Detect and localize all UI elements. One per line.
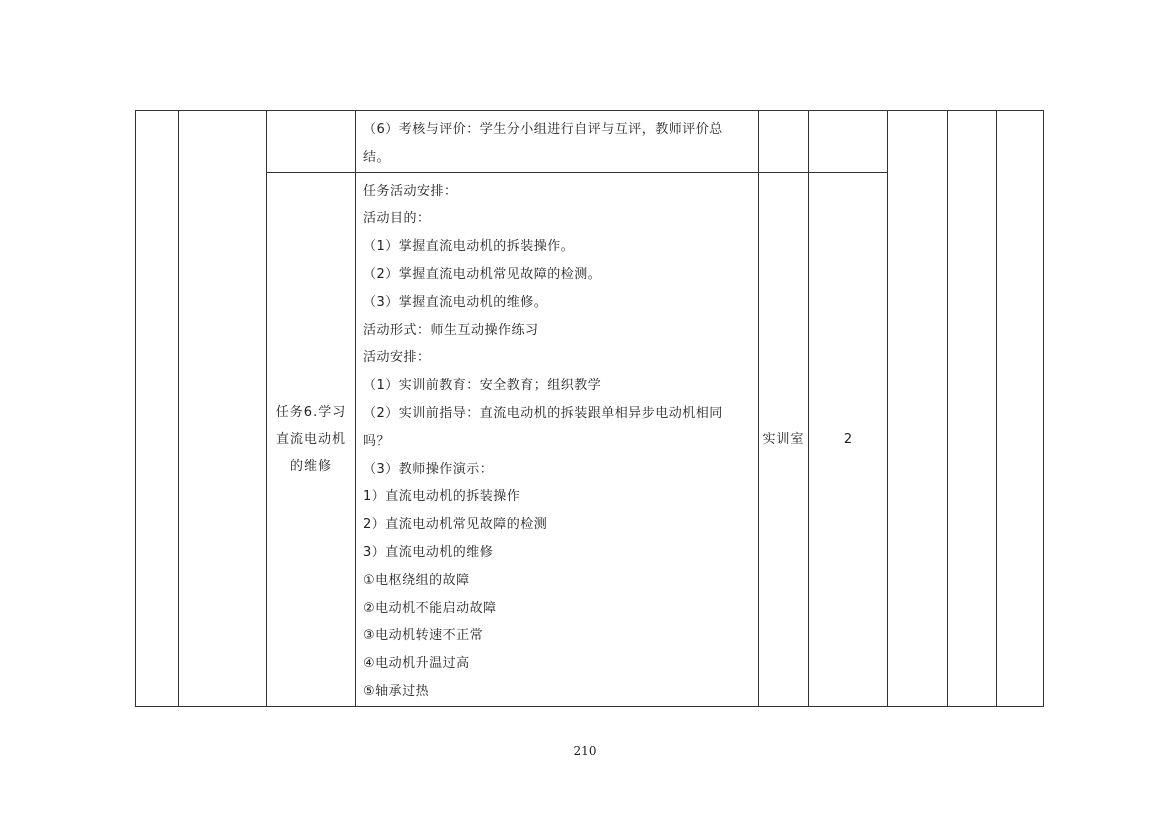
content-line: ②电动机不能启动故障	[363, 600, 497, 616]
hours-cell-empty	[809, 111, 888, 173]
content-block	[356, 173, 758, 706]
content-line: 3）直流电动机的维修	[363, 544, 494, 560]
content-line: （3）教师操作演示：	[363, 461, 494, 477]
content-cell	[356, 111, 759, 173]
content-block	[356, 111, 758, 172]
content-line: 任务活动安排：	[363, 183, 458, 199]
content-line: 活动目的：	[363, 211, 431, 227]
content-cell	[356, 172, 759, 706]
page-number: 210	[573, 744, 597, 758]
hours-cell	[809, 172, 888, 706]
content-line: 吗？	[363, 433, 391, 449]
content-line: （1）掌握直流电动机的拆装操作。	[363, 239, 575, 255]
task-name-cell	[267, 172, 356, 706]
col2-cell	[179, 111, 267, 707]
hours-text: 2	[843, 431, 853, 447]
task-name: 任务6.学习直流电动机的维修	[275, 404, 347, 474]
content-line: （2）实训前指导：直流电动机的拆装跟单相异步电动机相同	[363, 405, 723, 421]
col7-cell	[888, 111, 948, 707]
location-cell	[759, 172, 809, 706]
content-line: 2）直流电动机常见故障的检测	[363, 517, 548, 533]
content-line: 1）直流电动机的拆装操作	[363, 489, 521, 505]
location-cell-empty	[759, 111, 809, 173]
content-line: （6）考核与评价：学生分小组进行自评与互评，教师评价总	[363, 122, 723, 137]
content-line: ④电动机升温过高	[363, 656, 470, 672]
content-line: ①电枢绕组的故障	[363, 572, 470, 588]
col8-cell	[948, 111, 997, 707]
content-line: ⑤轴承过热	[363, 683, 430, 699]
content-line: ③电动机转速不正常	[363, 628, 484, 644]
col9-cell	[997, 111, 1044, 707]
content-line: （2）掌握直流电动机常见故障的检测。	[363, 266, 602, 282]
table-row	[136, 111, 1044, 173]
task-name-cell-empty	[267, 111, 356, 173]
content-line: （3）掌握直流电动机的维修。	[363, 294, 548, 310]
col1-cell	[136, 111, 179, 707]
location-text: 实训室	[762, 431, 805, 447]
content-line: 结。	[363, 149, 391, 165]
lesson-plan-table	[135, 110, 1044, 707]
content-line: 活动形式：师生互动操作练习	[363, 322, 539, 338]
content-line: 活动安排：	[363, 350, 431, 366]
content-line: （1）实训前教育：安全教育；组织教学	[363, 378, 602, 394]
